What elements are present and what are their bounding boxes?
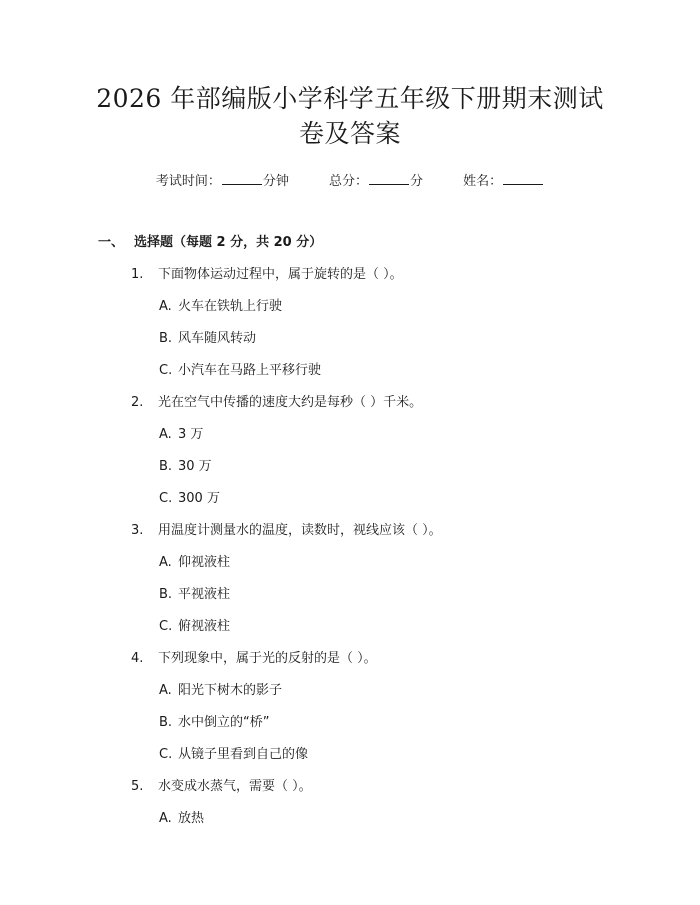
option-text: 放热 (178, 811, 205, 826)
option-label: A. (159, 299, 172, 314)
question-number: 4. (131, 651, 144, 666)
section-title: 选择题（每题 2 分，共 20 分） (134, 235, 323, 250)
option-label: B. (159, 459, 173, 474)
option-text: 3 万 (178, 427, 204, 442)
question-4-option-a (159, 679, 282, 698)
question-text: 光在空气中传播的速度大约是每秒（ ）千米。 (158, 395, 423, 410)
exam-title-line-1: 2026 年部编版小学科学五年级下册期末测试 (96, 84, 604, 113)
exam-info-row (0, 170, 700, 189)
option-text: 仰视液柱 (178, 555, 231, 570)
question-text: 下面物体运动过程中，属于旋转的是（ ）。 (158, 267, 403, 282)
option-label: C. (159, 491, 173, 506)
student-name-blank[interactable] (503, 174, 543, 185)
option-text: 俯视液柱 (178, 619, 231, 634)
question-5-option-a (159, 807, 204, 826)
student-name-label: 姓名： (463, 174, 503, 189)
question-text: 水变成水蒸气，需要（ ）。 (158, 779, 312, 794)
question-3-option-b (159, 583, 230, 602)
section-heading (98, 231, 322, 250)
question-2 (131, 391, 422, 410)
question-1-option-a (159, 295, 282, 314)
question-1-option-c (159, 359, 321, 378)
option-text: 阳光下树木的影子 (178, 683, 283, 698)
question-2-option-c (159, 487, 220, 506)
question-3 (131, 519, 442, 538)
total-score-field (329, 170, 423, 189)
question-5 (131, 775, 312, 794)
option-label: B. (159, 715, 173, 730)
option-text: 风车随风转动 (178, 331, 257, 346)
option-text: 水中倒立的“桥” (178, 715, 270, 730)
question-number: 1. (131, 267, 144, 282)
question-number: 2. (131, 395, 144, 410)
question-text: 下列现象中，属于光的反射的是（ ）。 (158, 651, 377, 666)
exam-time-field (156, 170, 289, 189)
total-score-unit: 分 (410, 174, 424, 189)
question-number: 3. (131, 523, 144, 538)
option-label: A. (159, 427, 172, 442)
total-score-label: 总分： (328, 174, 368, 189)
option-label: C. (159, 363, 173, 378)
exam-title-line-2: 卷及答案 (298, 119, 401, 148)
option-text: 从镜子里看到自己的像 (178, 747, 309, 762)
question-2-option-b (159, 455, 212, 474)
option-label: B. (159, 587, 173, 602)
question-4 (131, 647, 377, 666)
question-text: 用温度计测量水的温度，读数时，视线应该（ ）。 (158, 523, 442, 538)
student-name-field (463, 170, 544, 189)
question-1-option-b (159, 327, 256, 346)
question-4-option-b (159, 711, 269, 730)
question-4-option-c (159, 743, 308, 762)
option-label: A. (159, 683, 172, 698)
exam-time-label: 考试时间： (155, 174, 221, 189)
exam-time-unit: 分钟 (262, 174, 289, 189)
option-label: C. (159, 747, 173, 762)
option-text: 火车在铁轨上行驶 (178, 299, 283, 314)
option-text: 300 万 (178, 491, 220, 506)
option-text: 30 万 (178, 459, 212, 474)
option-text: 平视液柱 (178, 587, 231, 602)
question-3-option-c (159, 615, 230, 634)
question-2-option-a (159, 423, 203, 442)
question-number: 5. (131, 779, 144, 794)
question-3-option-a (159, 551, 230, 570)
option-text: 小汽车在马路上平移行驶 (178, 363, 322, 378)
option-label: C. (159, 619, 173, 634)
total-score-blank[interactable] (369, 174, 409, 185)
option-label: B. (159, 331, 173, 346)
option-label: A. (159, 811, 172, 826)
question-1 (131, 263, 403, 282)
exam-time-blank[interactable] (222, 174, 262, 185)
option-label: A. (159, 555, 172, 570)
section-number: 一、 (98, 235, 125, 250)
